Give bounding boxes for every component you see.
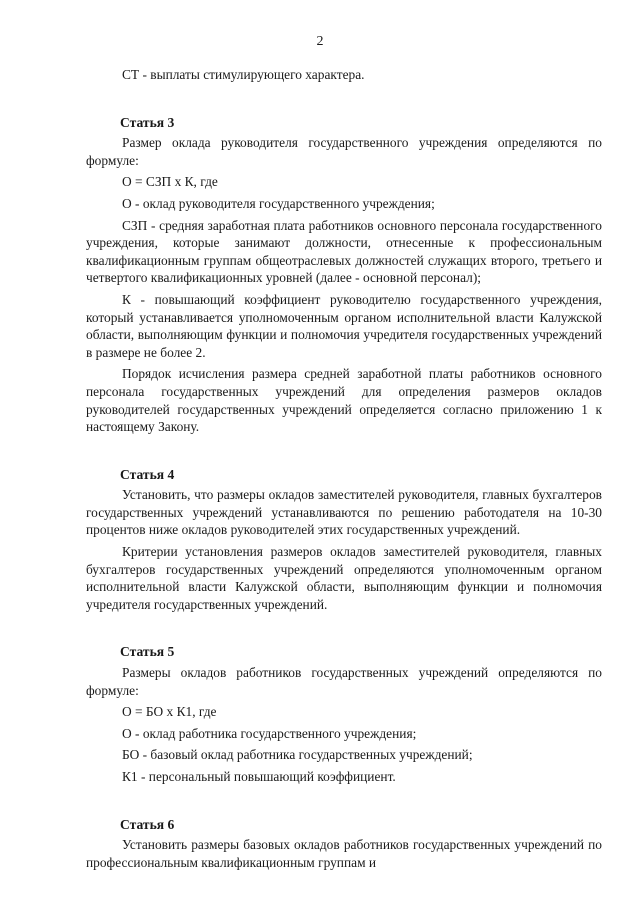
article-5-definition-o: О - оклад работника государственного учреждения; bbox=[122, 725, 417, 741]
article-3-heading: Статья 3 bbox=[120, 114, 175, 130]
article-5-heading: Статья 5 bbox=[120, 644, 175, 660]
article-3-definition-k: К - повышающий коэффициент руководителю государственного учреждения, который устанавливается уполномоченным органом исполнительной власти Калужской области, выполняющим функции и полномочия учредителя государственных учреждений в размере не более 2. bbox=[86, 291, 602, 360]
article-3-paragraph: Размер оклада руководителя государственного учреждения определяются по формуле: bbox=[86, 135, 602, 168]
article-5-formula: О = БО х К1, где bbox=[122, 704, 217, 720]
article-4-paragraph-1: Установить, что размеры окладов заместителей руководителя, главных бухгалтеров государственных учреждений устанавливаются по решению работодателя на 10-30 процентов ниже окладов руководителей этих государственных учреждений. bbox=[86, 487, 602, 538]
document-body bbox=[86, 66, 602, 875]
intro-paragraph: СТ - выплаты стимулирующего характера. bbox=[122, 67, 365, 82]
article-3-definition-szp: СЗП - средняя заработная плата работников основного персонала государственного учреждения, которые занимают должности, отнесенные к профессиональным квалификационным группам общеотраслевых должностей служащих второго, третьего и четвертого квалификационных уровней (далее - основной персонал); bbox=[86, 217, 602, 286]
article-3-definition-o: О - оклад руководителя государственного учреждения; bbox=[122, 195, 435, 211]
article-4-heading: Статья 4 bbox=[120, 466, 175, 482]
article-5-paragraph: Размеры окладов работников государственных учреждений определяются по формуле: bbox=[86, 665, 602, 698]
article-6-paragraph: Установить размеры базовых окладов работников государственных учреждений по профессиональным квалификационным группам и bbox=[86, 837, 602, 870]
article-3-order-paragraph: Порядок исчисления размера средней заработной платы работников основного персонала государственных учреждений для определения размеров окладов руководителей государственных учреждений определяется согласно приложению 1 к настоящему Закону. bbox=[86, 366, 602, 435]
page-number: 2 bbox=[316, 34, 324, 49]
article-3-formula: О = СЗП х К, где bbox=[122, 174, 218, 190]
article-4-paragraph-2: Критерии установления размеров окладов заместителей руководителя, главных бухгалтеров государственных учреждений определяются уполномоченным органом исполнительной власти Калужской области, выполняющим функции и полномочия учредителя государственных учреждений. bbox=[86, 544, 602, 612]
article-5-definition-bo: БО - базовый оклад работника государственных учреждений; bbox=[122, 747, 473, 763]
article-6-heading: Статья 6 bbox=[120, 816, 175, 832]
article-5-definition-k1: К1 - персональный повышающий коэффициент. bbox=[122, 769, 396, 784]
